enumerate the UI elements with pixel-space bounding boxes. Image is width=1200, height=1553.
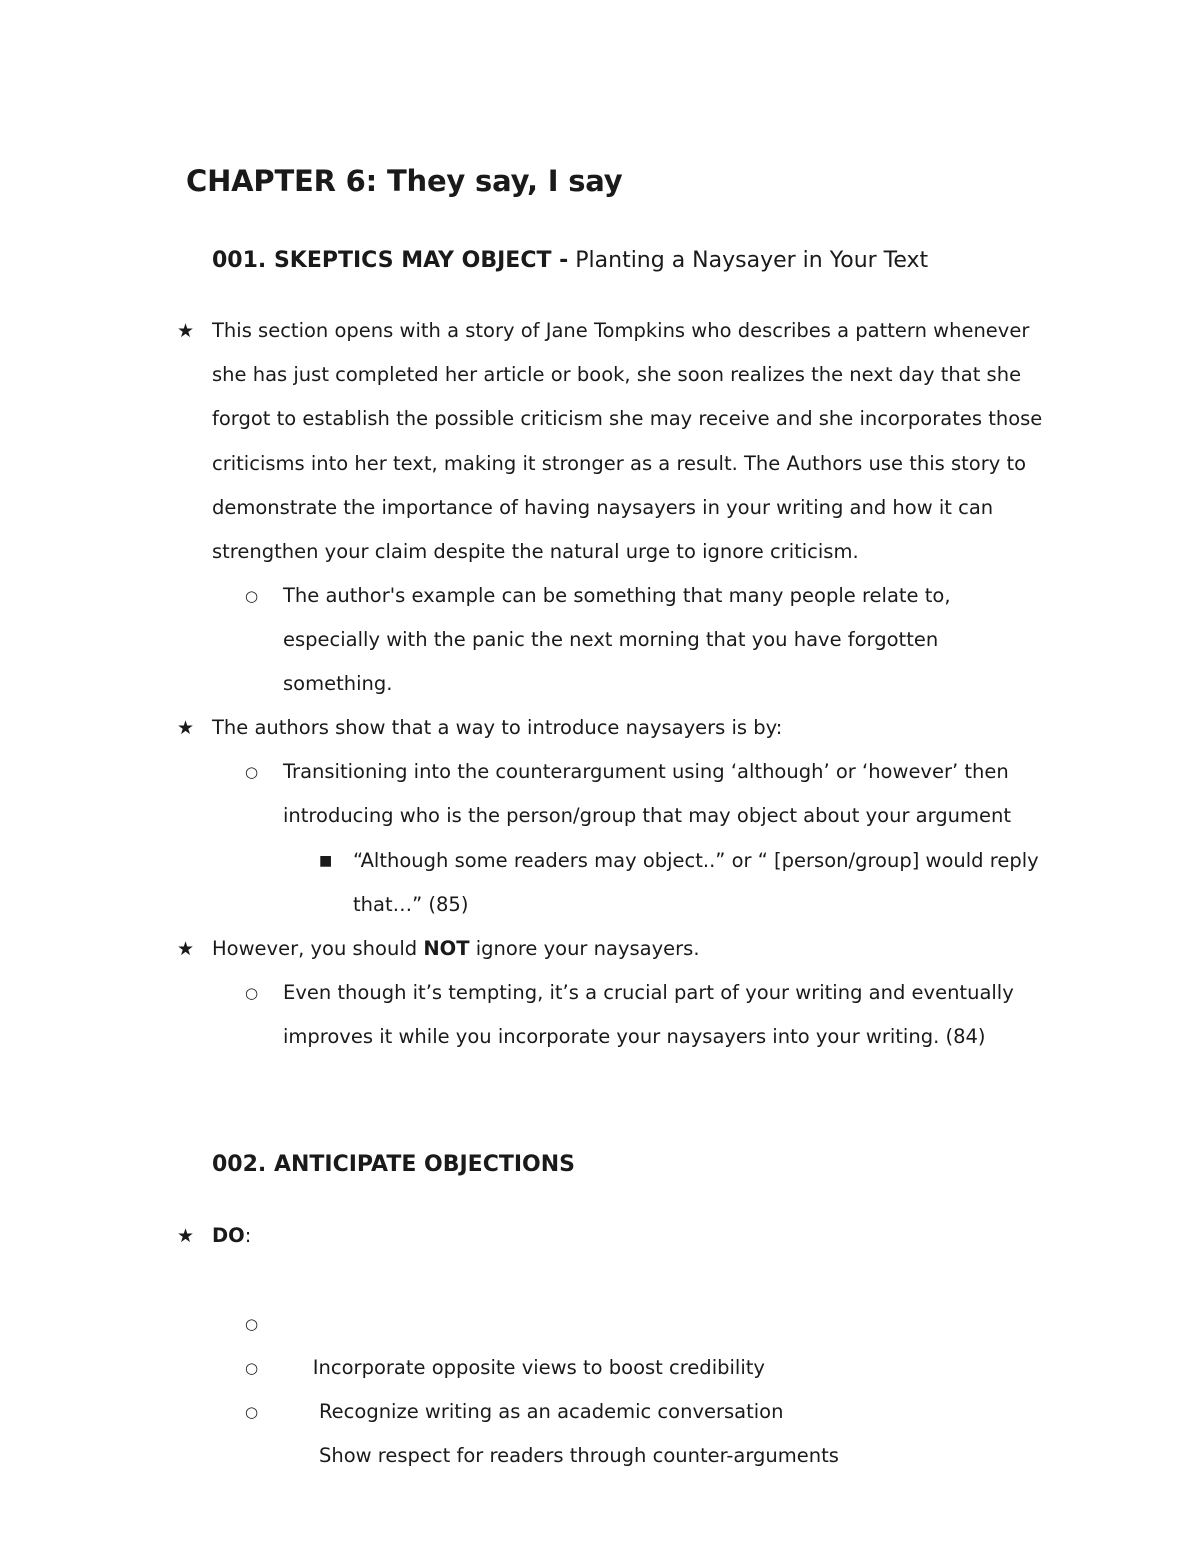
circle-bullet-icon: ○ [245,587,259,605]
do-item-text: Incorporate opposite views to boost credibility [312,1356,765,1380]
section-1-title: 001. SKEPTICS MAY OBJECT - [212,248,569,273]
sub-bullet-line: something. [283,672,393,696]
do-item [245,1346,839,1523]
do-item-text: Recognize writing as an academic conversation [312,1400,784,1424]
bullet-text-bold: NOT [423,937,470,960]
sub-bullet-author-example [245,574,951,707]
star-bullet-icon: ★ [177,320,195,342]
do-item-text: Show respect for readers through counter-arguments [312,1444,839,1468]
section-1-heading [212,248,928,273]
sub-bullet-line: especially with the panic the next morning that you have forgotten [283,628,939,652]
section-2-title: 002. ANTICIPATE OBJECTIONS [212,1152,575,1177]
bullet-text-after: ignore your naysayers. [469,937,700,960]
sub-sub-bullet-line: “Although some readers may object..” or “ [person/group] would reply [353,849,1039,872]
circle-bullet-icon: ○ [245,763,259,781]
bullet-line: forgot to establish the possible criticism she may receive and she incorporates those [212,407,1043,431]
star-bullet-icon: ★ [177,717,195,739]
bullet-line: she has just completed her article or book, she soon realizes the next day that she [212,363,1022,387]
section-1-subtitle: Planting a Naysayer in Your Text [568,248,929,273]
bullet-text-before: However, you should [212,937,424,960]
do-colon: : [244,1224,252,1247]
sub-bullet-transitioning [245,750,1012,838]
bullet-line: strengthen your claim despite the natural urge to ignore criticism. [212,540,859,564]
bullet-line: The authors show that a way to introduce naysayers is by: [212,716,783,739]
circle-bullet-icon: ○ [245,1403,259,1422]
do-label: DO [212,1224,245,1247]
chapter-title: CHAPTER 6: They say, I say [186,164,623,198]
bullet-do-not-ignore [177,927,700,971]
sub-sub-bullet-quote [319,839,1039,927]
bullet-line: This section opens with a story of Jane Tompkins who describes a pattern whenever [212,319,1030,342]
circle-bullet-icon: ○ [245,984,259,1002]
circle-bullet-icon: ○ [245,1315,259,1334]
sub-sub-bullet-line: that…” (85) [353,893,469,917]
bullet-line: demonstrate the importance of having naysayers in your writing and how it can [212,495,994,519]
sub-bullet-line: Transitioning into the counterargument using ‘although’ or ‘however’ then [283,760,1009,783]
sub-bullet-line: improves it while you incorporate your naysayers into your writing. (84) [283,1025,986,1049]
sub-bullet-line: introducing who is the person/group that may object about your argument [283,804,1012,828]
star-bullet-icon: ★ [177,1225,195,1247]
sub-bullet-line: The author's example can be something that many people relate to, [283,584,951,607]
bullet-jane-tompkins [177,309,1043,574]
bullet-introduce-naysayers [177,706,783,750]
star-bullet-icon: ★ [177,938,195,960]
bullet-do [177,1214,252,1258]
circle-bullet-icon: ○ [245,1359,259,1378]
sub-bullet-tempting [245,971,1014,1059]
section-2-heading [212,1152,575,1177]
bullet-line: criticisms into her text, making it stronger as a result. The Authors use this story to [212,451,1027,475]
sub-bullet-line: Even though it’s tempting, it’s a crucial part of your writing and eventually [283,981,1014,1004]
square-bullet-icon: ■ [319,853,333,869]
